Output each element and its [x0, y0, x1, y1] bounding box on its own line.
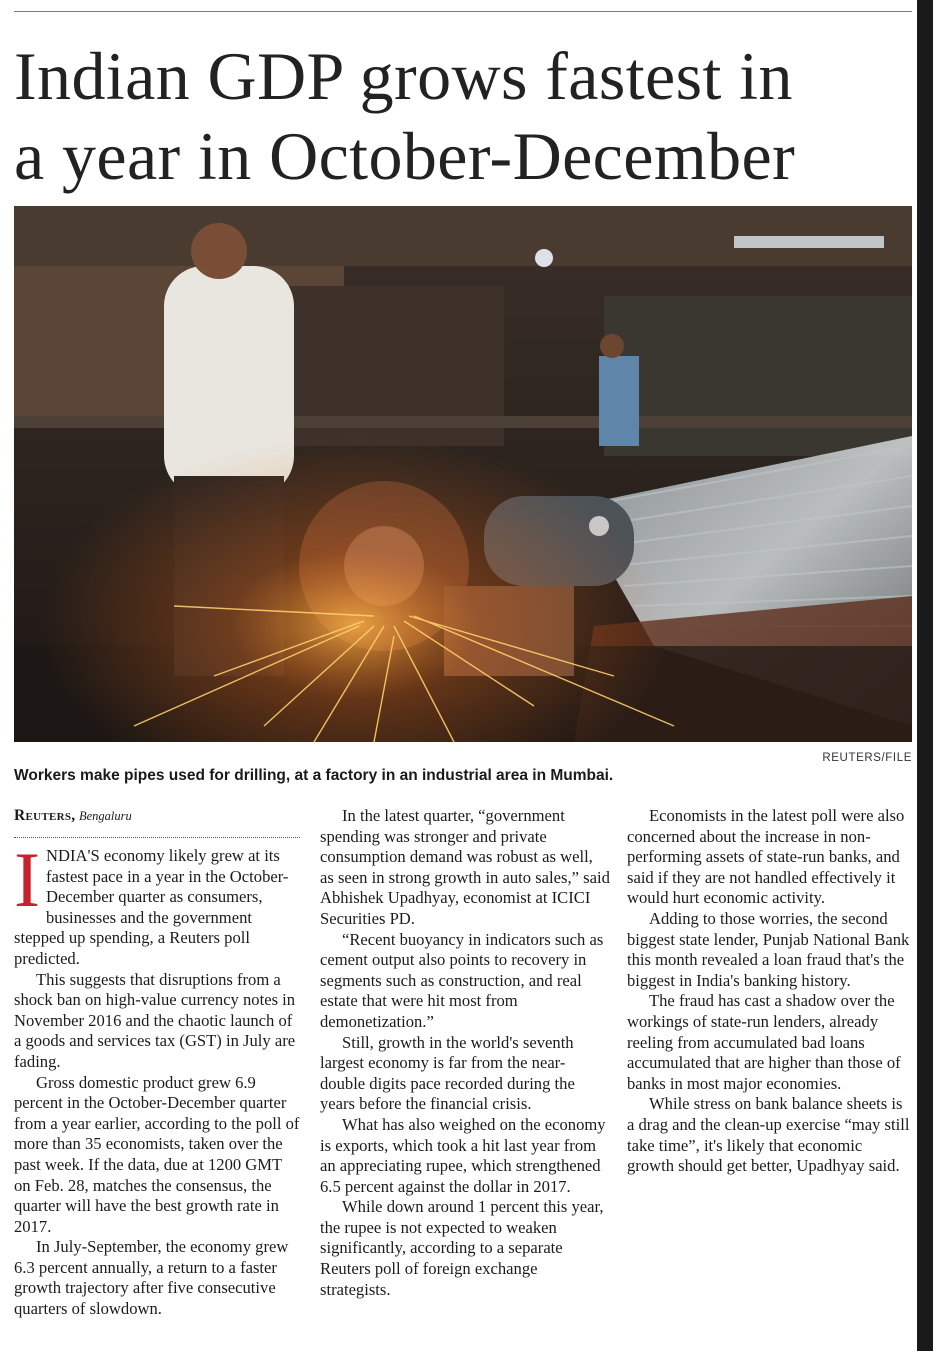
- drop-cap: I: [14, 836, 40, 923]
- lead-paragraph: [14, 836, 300, 970]
- lead-caps: NDIA'S: [45, 846, 100, 865]
- paragraph-7: Still, growth in the world's seventh largest economy is far from the near-double digits pace recorded during the years before the financial crisis.: [320, 1032, 575, 1114]
- paragraph-9: While down around 1 percent this year, the rupee is not expected to weaken significantly, according to a separate Reuters poll of foreign exchange strategists.: [320, 1197, 604, 1299]
- paragraph-13: While stress on bank balance sheets is a drag and the clean-up exercise “may still take time”, it's likely that economic growth should get better, Upadhyay said.: [627, 1094, 910, 1176]
- headline-line-2: a year in October-December: [14, 118, 796, 194]
- article-column-2: [320, 806, 610, 1300]
- byline-location: Bengaluru: [79, 809, 132, 823]
- headline: [14, 36, 912, 196]
- paragraph-2: This suggests that disruptions from a shock ban on high-value currency notes in November 2016 and the chaotic launch of a goods and services tax (GST) in July are fading.: [14, 969, 296, 1071]
- paragraph-11: Adding to those worries, the second biggest state lender, Punjab National Bank this month revealed a loan fraud that's the biggest in India's banking history.: [627, 908, 910, 990]
- byline-divider: [14, 836, 300, 838]
- photo-caption: Workers make pipes used for drilling, at a factory in an industrial area in Mumbai.: [14, 767, 614, 784]
- paragraph-3: Gross domestic product grew 6.9 percent in the October-December quarter from a year earlier, according to the poll of more than 35 economists, taken over the past week. If the data, due at 1200 GMT on Feb. 28, matches the consensus, the quarter will have the best growth rate in 2017.: [14, 1072, 300, 1236]
- factory-photo: [14, 206, 912, 742]
- paragraph-10: Economists in the latest poll were also concerned about the increase in non-performing assets of state-run banks, and said if they are not handled effectively it would hurt economic activity.: [627, 806, 905, 908]
- article-column-1: [14, 806, 300, 1320]
- lead-text: economy likely grew at its fastest pace in a year in the October-December quarter as consumers, businesses and the government stepped up spending, a Reuters poll predicted.: [14, 846, 289, 968]
- paragraph-5: In the latest quarter, “government spending was stronger and private consumption demand was robust as well, as seen in strong growth in auto sales,” said Abhishek Upadhyay, economist at ICICI Securities PD.: [320, 806, 610, 928]
- byline-agency: Reuters,: [14, 807, 76, 824]
- paragraph-8: What has also weighed on the economy is exports, which took a hit last year from an appreciating rupee, which strengthened 6.5 percent against the dollar in 2017.: [320, 1114, 606, 1196]
- paragraph-12: The fraud has cast a shadow over the workings of state-run lenders, already reeling from accumulated bad loans accumulated that are higher than those of banks in most major economies.: [627, 991, 901, 1093]
- article-column-3: [627, 806, 911, 1177]
- photo-credit: REUTERS/FILE: [822, 752, 912, 764]
- headline-line-1: Indian GDP grows fastest in: [14, 38, 793, 114]
- byline: [14, 806, 300, 827]
- top-rule: [14, 11, 912, 12]
- paragraph-4: In July-September, the economy grew 6.3 percent annually, a return to a faster growth trajectory after five consecutive quarters of slowdown.: [14, 1237, 289, 1319]
- page-edge-bar: [917, 0, 933, 1351]
- paragraph-6: “Recent buoyancy in indicators such as cement output also points to recovery in segments such as construction, and real estate that were hit most from demonetization.”: [320, 929, 604, 1031]
